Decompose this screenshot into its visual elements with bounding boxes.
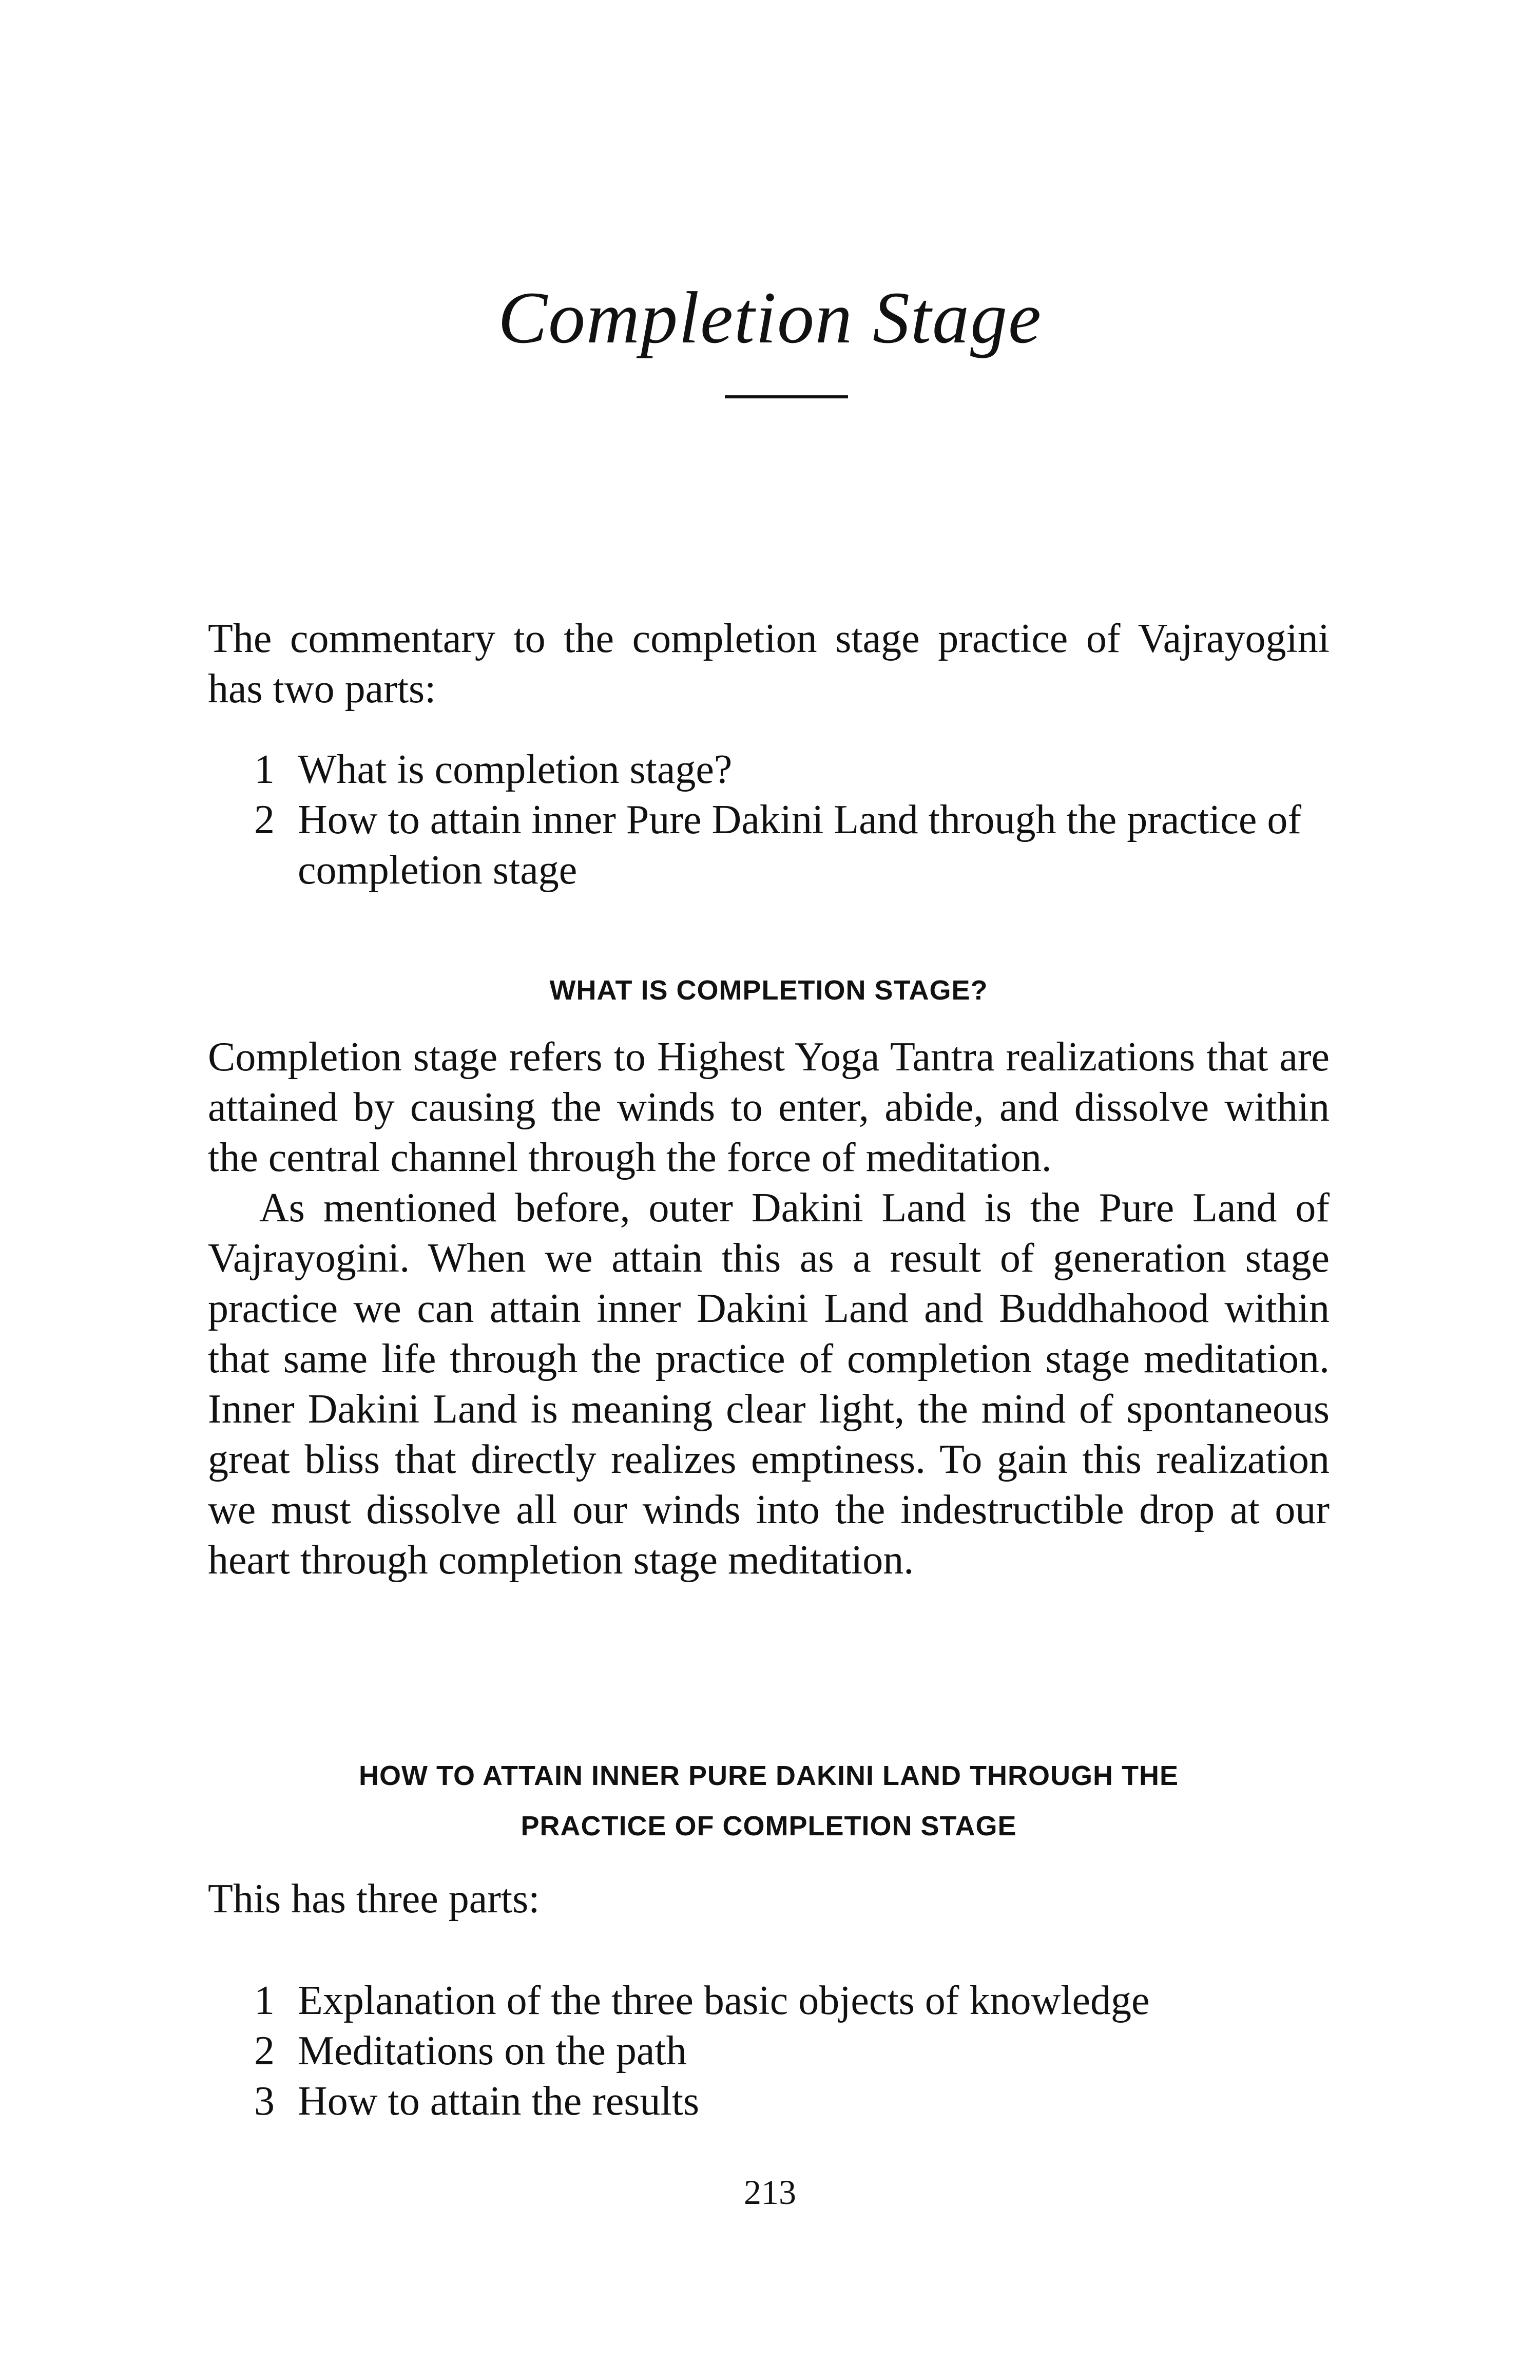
section2-intro: This has three parts: (208, 1876, 540, 1922)
list-item (208, 1975, 1330, 2026)
page-number: 213 (744, 2173, 796, 2212)
section-heading-how-to-attain-line1: HOW TO ATTAIN INNER PURE DAKINI LAND THROUGH THE (359, 1760, 1179, 1791)
list-item-number: 1 (254, 747, 275, 792)
list-item (208, 2026, 1330, 2076)
section1-paragraph-1: Completion stage refers to Highest Yoga Tantra realizations that are attained by causing the winds to enter, abide, and dissolve within the central channel through the force of meditation. (208, 1034, 1330, 1180)
chapter-title: Completion Stage (498, 277, 1042, 359)
section1-paragraph-2: As mentioned before, outer Dakini Land is the Pure Land of Vajrayogini. When we attain this as a result of generation stage practice we can attain inner Dakini Land and Buddhahood within that same life through the practice of completion stage meditation. Inner Dakini Land is meaning clear light, the mind of spontaneous great bliss that directly realizes emptiness. To gain this realization we must dissolve all our winds into the indestructible drop at our heart through completion stage meditation. (208, 1185, 1330, 1583)
list-item-text: How to attain the results (298, 2079, 700, 2124)
list-item-text: Meditations on the path (298, 2028, 687, 2074)
section2-list (208, 1975, 1330, 2126)
section1-body (208, 1032, 1330, 1585)
list-item (208, 744, 1330, 795)
list-item-number: 2 (254, 2028, 275, 2074)
section-heading-what-is-completion-stage: WHAT IS COMPLETION STAGE? (549, 975, 988, 1006)
section-heading-how-to-attain-line2: PRACTICE OF COMPLETION STAGE (521, 1811, 1017, 1841)
parts-list (208, 744, 1330, 895)
list-item-text: How to attain inner Pure Dakini Land through the practice of completion stage (298, 797, 1301, 893)
section2-intro-block (208, 1874, 1330, 1924)
section2-list-block (208, 1975, 1330, 2126)
intro-block (208, 613, 1330, 714)
list-item-number: 2 (254, 797, 275, 842)
list-item (208, 2076, 1330, 2126)
list-item-number: 1 (254, 1978, 275, 2023)
parts-list-block (208, 744, 1330, 895)
list-item-text: Explanation of the three basic objects of knowledge (298, 1978, 1150, 2023)
intro-paragraph: The commentary to the completion stage practice of Vajrayogini has two parts: (208, 616, 1330, 712)
list-item-number: 3 (254, 2079, 275, 2124)
title-underline-rule (725, 395, 848, 398)
list-item (208, 795, 1330, 895)
list-item-text: What is completion stage? (298, 747, 733, 792)
